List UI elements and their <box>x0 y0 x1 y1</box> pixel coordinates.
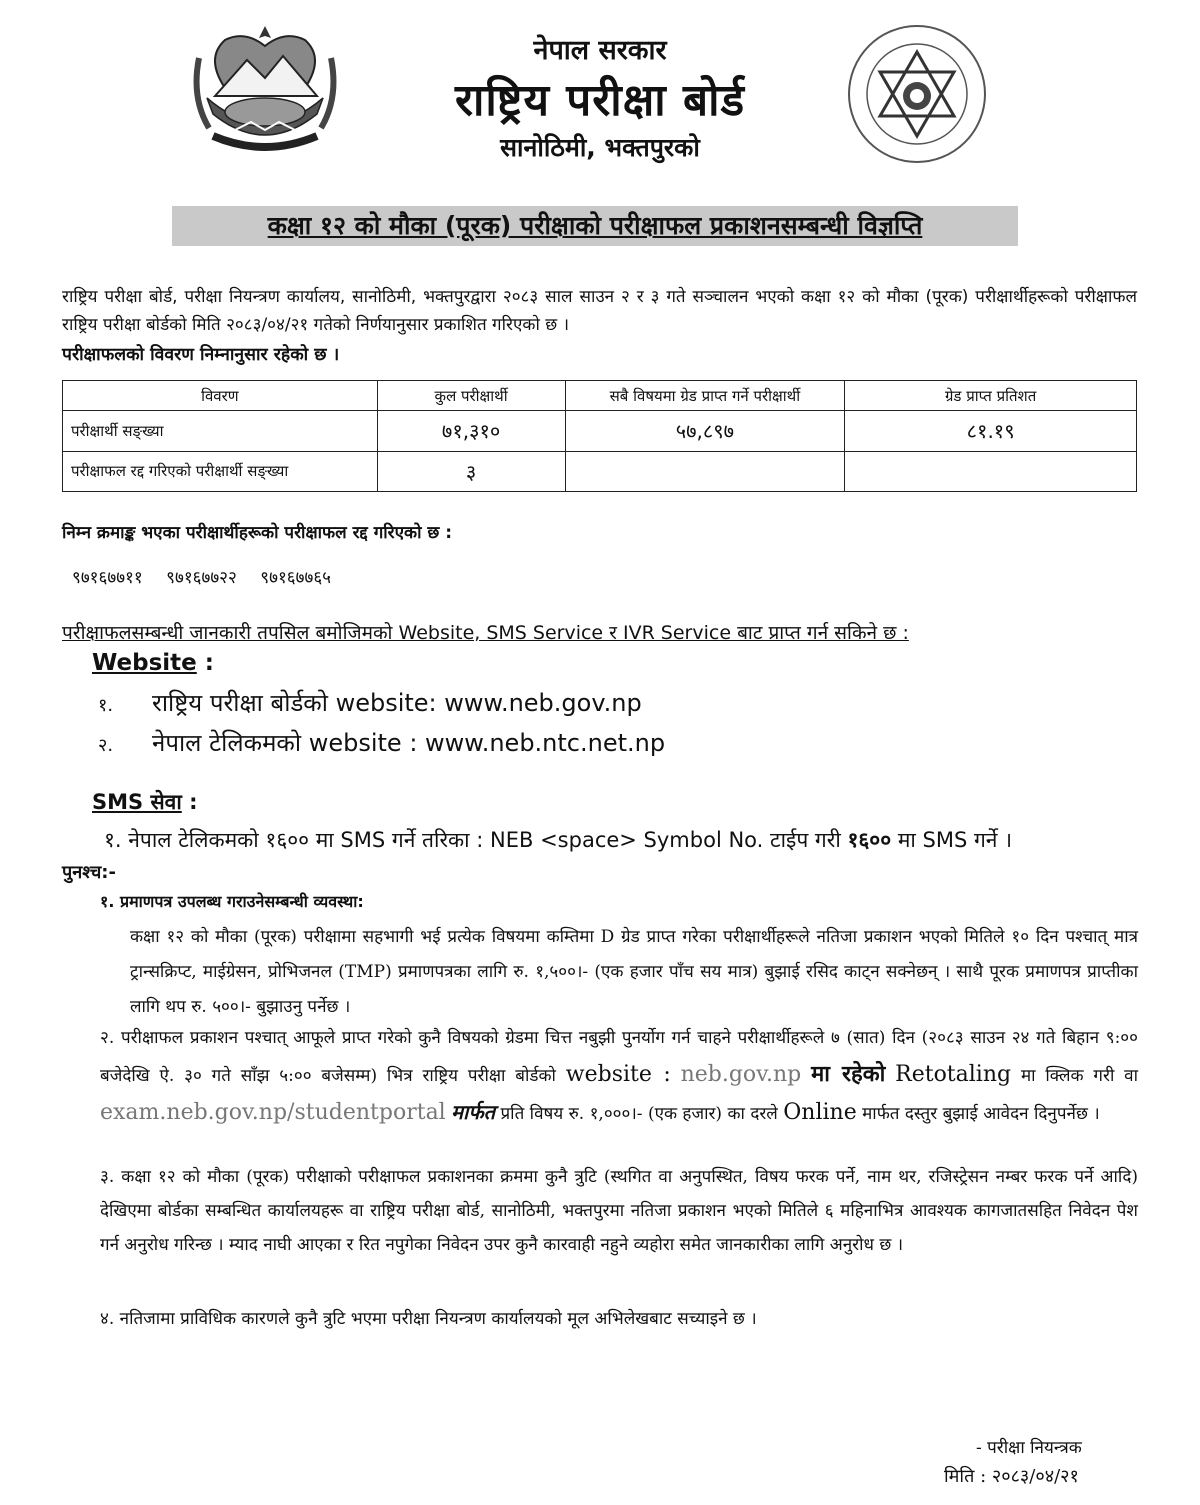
sms-heading <box>92 788 198 816</box>
sms-instruction <box>104 826 1012 854</box>
table-cell: ७१,३१० <box>377 411 565 452</box>
sms-line-post: मा SMS गर्ने । <box>891 828 1013 852</box>
ps-item2-text: २. परीक्षाफल प्रकाशन पश्चात् आफूले प्राप्त गरेको कुनै विषयको ग्रेडमा चित्त नबुझी पुनर्योग गर्न चाहने परीक्षार्थीहरूले ७ (सात) दिन (२०८३ साउन २४ गते बिहान ९:०० बजेदेखि ऐ. ३० गते साँझ ५:०० बजेसम्म) भित्र राष्ट्रिय परीक्षा बोर्डको <box>100 1028 1138 1086</box>
table-row <box>63 411 1137 452</box>
header-organization: राष्ट्रिय परीक्षा बोर्ड <box>454 75 746 126</box>
symbol-number: ९७१६७७२२ <box>166 568 237 588</box>
symbol-number: ९७१६७७६५ <box>260 568 332 588</box>
cancelled-symbols <box>72 565 345 588</box>
symbol-number: ९७१६७७११ <box>72 568 143 588</box>
table-row <box>63 451 1137 492</box>
ps-item2-text: मार्फत दस्तुर बुझाई आवेदन दिनुपर्नेछ । <box>862 1104 1100 1124</box>
table-cell <box>565 451 845 492</box>
ps-item2-text: मा क्लिक गरी वा <box>1020 1066 1139 1086</box>
intro-bold-line: परीक्षाफलको विवरण निम्नानुसार रहेको छ । <box>62 345 340 365</box>
sms-heading-colon: : <box>189 790 198 814</box>
website-item-text[interactable]: नेपाल टेलिकमको website : www.neb.ntc.net.np <box>152 729 666 757</box>
website-item-text[interactable]: राष्ट्रिय परीक्षा बोर्डको website: www.neb.gov.np <box>152 689 642 717</box>
sms-heading-label: SMS सेवा <box>92 790 182 814</box>
sms-line-pre: १. नेपाल टेलिकमको १६०० मा SMS गर्ने तरिका : NEB <space> Symbol No. टाईप गरी <box>104 828 848 852</box>
website-item[interactable] <box>98 686 642 719</box>
table-cell: परीक्षार्थी सङ्ख्या <box>63 411 378 452</box>
website-item-number: २. <box>98 735 114 756</box>
ps-item1-title: १. प्रमाणपत्र उपलब्ध गराउनेसम्बन्धी व्यवस्था: <box>100 892 364 911</box>
signature-role: - परीक्षा नियन्त्रक <box>976 1438 1082 1458</box>
notice-title: कक्षा १२ को मौका (पूरक) परीक्षाको परीक्षाफल प्रकाशनसम्बन्धी विज्ञप्ति <box>172 206 1018 246</box>
table-header-row <box>63 381 1137 411</box>
intro-paragraph: राष्ट्रिय परीक्षा बोर्ड, परीक्षा नियन्त्रण कार्यालय, सानोठिमी, भक्तपुरद्वारा २०८३ साल साउन २ र ३ गते सञ्चालन भएको कक्षा १२ को मौका (पूरक) परीक्षार्थीहरूको परीक्षाफल राष्ट्रिय परीक्षा बोर्डको मिति २०८३/०४/२१ गतेको निर्णयानुसार प्रकाशित गरिएको छ । <box>62 287 1137 335</box>
ps-item2-marfat: मार्फत <box>451 1100 496 1124</box>
ps-item1-body: कक्षा १२ को मौका (पूरक) परीक्षामा सहभागी भई प्रत्येक विषयमा कम्तिमा D ग्रेड प्राप्त गरेका परीक्षार्थीहरूले नतिजा प्रकाशन भएको मितिले १० दिन पश्चात् मात्र ट्रान्सक्रिप्ट, माईग्रेसन, प्रोभिजनल (TMP) प्रमाणपत्रका लागि रु. १,५००।- (एक हजार पाँच सय मात्र) बुझाई रसिद काट्न सक्नेछन् । साथै पूरक प्रमाणपत्र प्राप्तीका लागि थप रु. ५००।- बुझाउनु पर्नेछ । <box>130 927 1138 1017</box>
table-header: कुल परीक्षार्थी <box>377 381 565 411</box>
ps-item2-text: मा रहेको <box>811 1061 886 1087</box>
cancelled-title: निम्न क्रमाङ्क भएका परीक्षार्थीहरूको परीक्षाफल रद्द गरिएको छ : <box>62 523 453 543</box>
table-cell <box>845 451 1137 492</box>
table-header: विवरण <box>63 381 378 411</box>
ps-heading: पुनश्च:- <box>62 862 116 883</box>
header-government: नेपाल सरकार <box>533 35 667 66</box>
neb-website-link[interactable]: neb.gov.np <box>680 1062 802 1087</box>
website-heading-label: Website <box>92 650 197 676</box>
ps-item3: ३. कक्षा १२ को मौका (पूरक) परीक्षाको परीक्षाफल प्रकाशनका क्रममा कुनै त्रुटि (स्थगित वा अनुपस्थित, विषय फरक पर्ने, नाम थर, रजिस्ट्रेसन नम्बर फरक पर्ने आदि) देखिएमा बोर्डका सम्बन्धित कार्यालयहरू वा राष्ट्रिय परीक्षा बोर्ड, सानोठिमी, भक्तपुरमा नतिजा प्रकाशन भएको मितिले ६ महिनाभित्र आवश्यक कागजातसहित निवेदन पेश गर्न अनुरोध गरिन्छ । म्याद नाघी आएका र रित नपुगेका निवेदन उपर कुनै कारवाही नहुने व्यहोरा समेत जानकारीका लागि अनुरोध छ । <box>100 1167 1138 1255</box>
table-cell: ३ <box>377 451 565 492</box>
website-heading-colon: : <box>204 650 214 676</box>
info-heading: परीक्षाफलसम्बन्धी जानकारी तपसिल बमोजिमको Website, SMS Service र IVR Service बाट प्राप्त गर्न सकिने छ : <box>62 622 909 644</box>
ps-item2-online: Online <box>783 1100 857 1125</box>
ps-item2 <box>100 1020 1138 1132</box>
ps-item2-website-label: website : <box>565 1062 671 1087</box>
ps-item2-text: प्रति विषय रु. १,०००।- (एक हजार) का दरले <box>500 1104 778 1124</box>
retotaling-link[interactable]: Retotaling <box>895 1062 1012 1087</box>
results-table <box>62 380 1137 492</box>
website-item[interactable] <box>98 726 665 759</box>
signature-date: मिति : २०८३/०४/२१ <box>944 1466 1079 1487</box>
table-cell: ५७,८९७ <box>565 411 845 452</box>
website-item-number: १. <box>98 695 114 716</box>
table-header: ग्रेड प्राप्त प्रतिशत <box>845 381 1137 411</box>
table-header: सबै विषयमा ग्रेड प्राप्त गर्ने परीक्षार्थी <box>565 381 845 411</box>
table-cell: परीक्षाफल रद्द गरिएको परीक्षार्थी सङ्ख्या <box>63 451 378 492</box>
student-portal-link[interactable]: exam.neb.gov.np/studentportal <box>100 1100 446 1125</box>
sms-shortcode: १६०० <box>847 828 892 852</box>
ps-item4: ४. नतिजामा प्राविधिक कारणले कुनै त्रुटि भएमा परीक्षा नियन्त्रण कार्यालयको मूल अभिलेखबाट सच्याइने छ । <box>100 1309 757 1329</box>
table-cell: ८१.१९ <box>845 411 1137 452</box>
header-location: सानोठिमी, भक्तपुरको <box>500 133 700 162</box>
website-heading <box>92 650 214 676</box>
